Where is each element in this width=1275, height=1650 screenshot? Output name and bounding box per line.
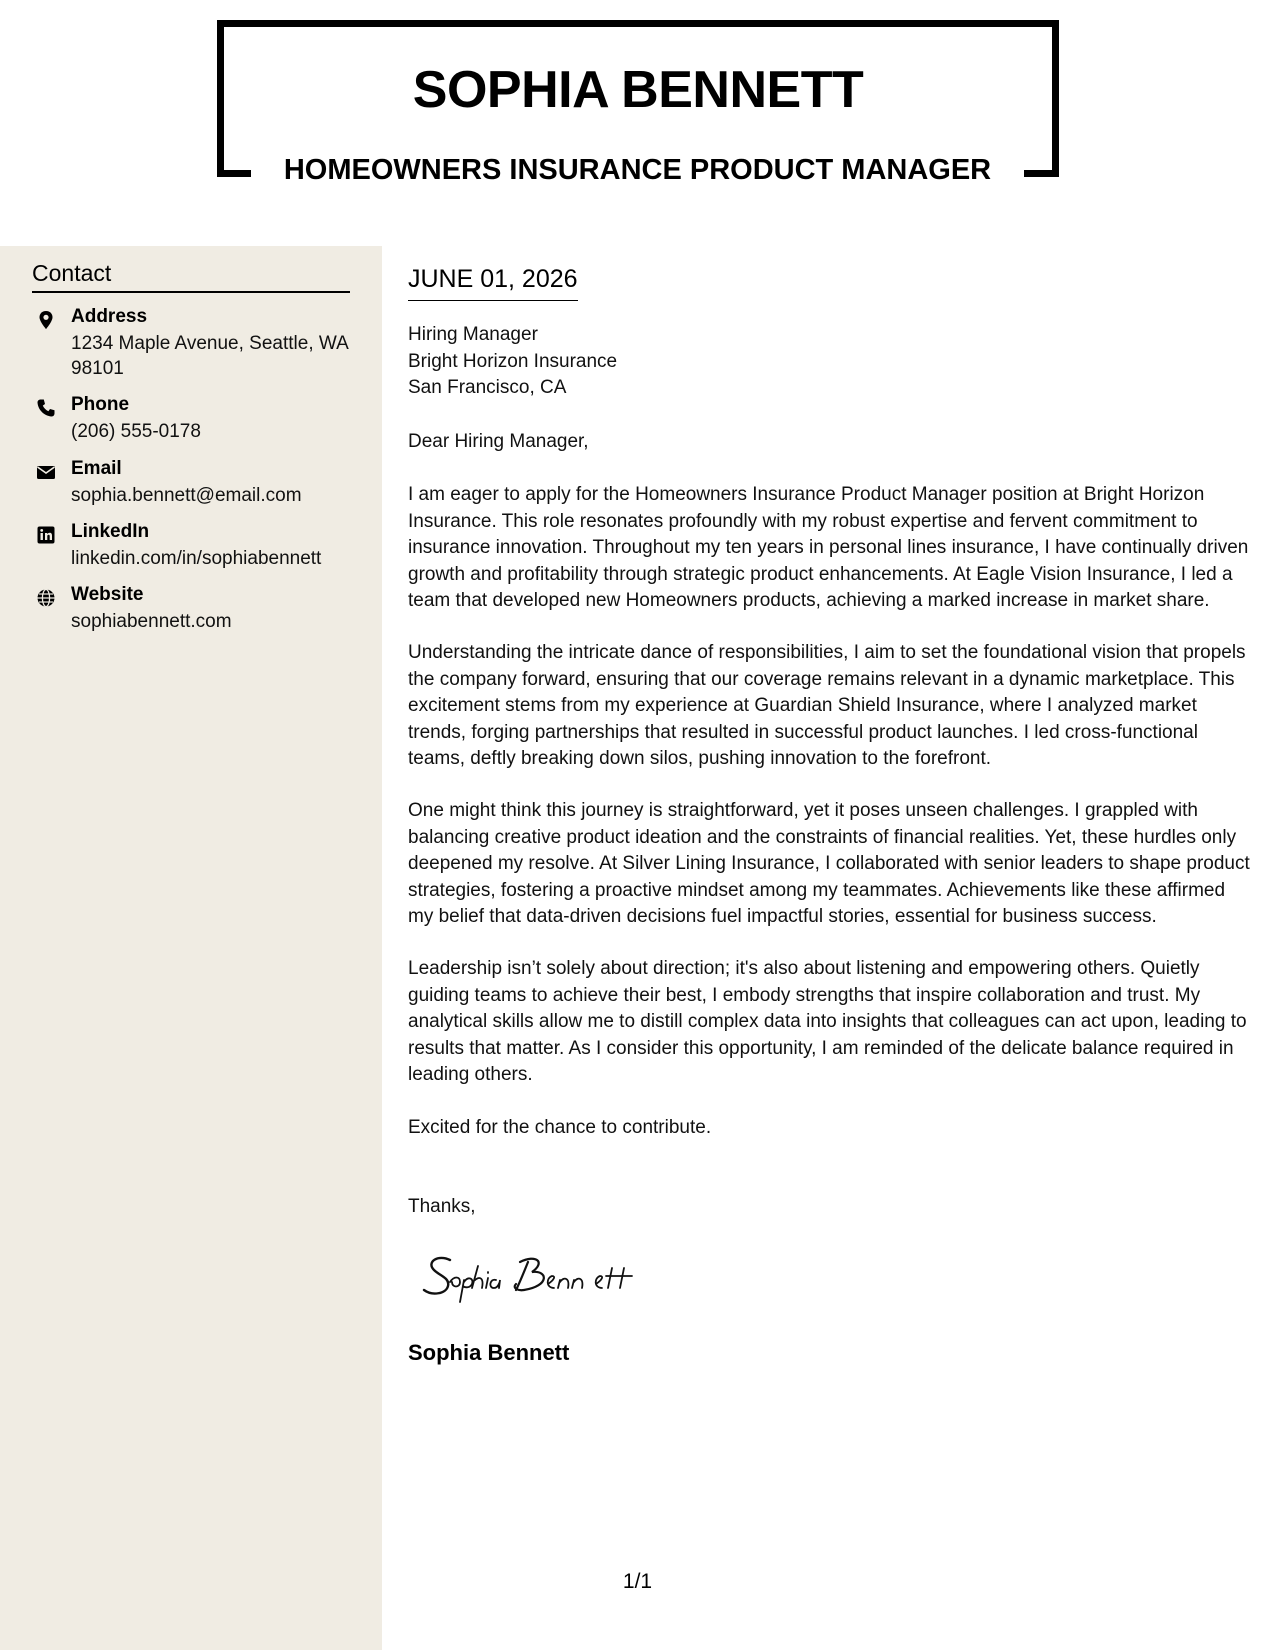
contact-label: Email: [71, 458, 122, 479]
map-pin-icon: [36, 310, 56, 330]
header-frame-right-hook: [1024, 170, 1059, 177]
applicant-name: SOPHIA BENNETT: [412, 61, 864, 119]
contact-sidebar: [0, 246, 382, 1650]
contact-label: LinkedIn: [71, 521, 150, 542]
linkedin-icon: [36, 525, 56, 545]
contact-label: Phone: [71, 394, 130, 415]
signature-name: Sophia Bennett: [408, 1340, 570, 1365]
body-paragraph: I am eager to apply for the Homeowners Insurance Product Manager position at Bright Horizon Insurance. This role resonates profoundly with my robust expertise and fervent commitment to insurance innovation. Throughout my ten years in personal lines insurance, I have continually driven growth and profitability through strategic product enhancements. At Eagle Vision Insurance, I led a team that developed new Homeowners products, achieving a marked increase in market share.: [408, 484, 1249, 611]
body-paragraph: Leadership isn’t solely about direction; it's also about listening and empowering others. Quietly guiding teams to achieve their best, I embody strengths that inspire collaboration and trust. My analytical skills allow me to distill complex data into insights that colleagues can act upon, leading to results that matter. As I consider this opportunity, I am reminded of the delicate balance required in leading others.: [408, 958, 1247, 1085]
recipient-block: [408, 322, 1254, 402]
recipient-line: Bright Horizon Insurance: [408, 350, 618, 372]
job-title: HOMEOWNERS INSURANCE PRODUCT MANAGER: [251, 154, 1024, 187]
contact-value: linkedin.com/in/sophiabennett: [71, 548, 322, 569]
phone-icon: [36, 398, 56, 418]
sign-off: Thanks,: [408, 1196, 476, 1217]
page-number: 1/1: [622, 1570, 653, 1593]
header-frame-left-hook: [217, 170, 251, 177]
envelope-icon: [36, 462, 56, 482]
contact-heading: Contact: [32, 260, 350, 293]
contact-label: Website: [71, 584, 144, 605]
letter-date: JUNE 01, 2026: [408, 265, 578, 301]
globe-icon: [36, 588, 56, 608]
closing-line: Excited for the chance to contribute.: [408, 1117, 712, 1138]
contact-value: (206) 555-0178: [71, 421, 201, 442]
contact-value: sophia.bennett@email.com: [71, 485, 302, 506]
body-paragraph: Understanding the intricate dance of responsibilities, I aim to set the foundational vision that propels the company forward, ensuring that our coverage remains relevant in a dynamic marketplace. This excitement stems from my experience at Guardian Shield Insurance, where I analyzed market trends, forging partnerships that resulted in successful product launches. I led cross-functional teams, deftly breaking down silos, pushing innovation to the forefront.: [408, 642, 1246, 769]
contact-value: sophiabennett.com: [71, 611, 232, 632]
handwritten-signature: [420, 1246, 660, 1306]
salutation: Dear Hiring Manager,: [408, 431, 589, 452]
contact-value: 1234 Maple Avenue, Seattle, WA 98101: [71, 333, 348, 379]
recipient-line: Hiring Manager: [408, 324, 538, 345]
recipient-line: San Francisco, CA: [408, 377, 567, 398]
body-paragraph: One might think this journey is straightforward, yet it poses unseen challenges. I grappled with balancing creative product ideation and the constraints of financial realities. Yet, these hurdles only deepened my resolve. At Silver Lining Insurance, I collaborated with senior leaders to shape product strategies, fostering a proactive mindset among my teammates. Achievements like these affirmed my belief that data-driven decisions fuel impactful stories, essential for business success.: [408, 800, 1250, 927]
contact-label: Address: [71, 306, 148, 327]
